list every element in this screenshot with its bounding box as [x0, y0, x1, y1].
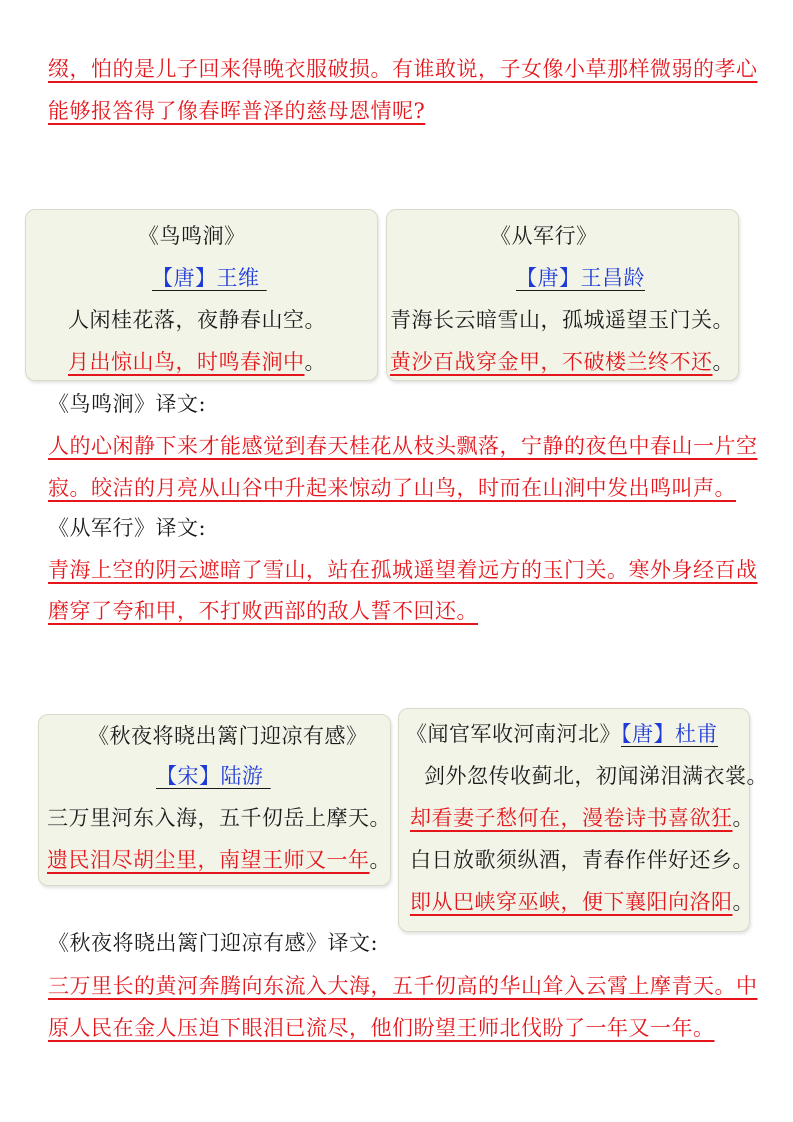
poem1-author-name: 王维	[216, 266, 260, 290]
trans2-label: 《从军行》译文:	[48, 516, 207, 540]
poem1-title: 《鸟鸣涧》	[138, 224, 246, 248]
poem4-dynasty: 【唐】	[621, 722, 675, 746]
poem3-title: 《秋夜将晓出篱门迎凉有感》	[88, 724, 368, 748]
poem3-line-1: 三万里河东入海，五千仞岳上摩天。	[47, 806, 391, 830]
poem2-dynasty: 【唐】	[516, 266, 581, 290]
trans3-line-1: 三万里长的黄河奔腾向东流入大海，五千仞高的华山耸入云霄上摩青天。中	[48, 974, 758, 998]
poem1-author	[152, 268, 267, 289]
poem2-author-name: 王昌龄	[580, 266, 645, 290]
trans1-label: 《鸟鸣涧》译文:	[48, 392, 207, 416]
poem4-line-4-punct: 。	[732, 890, 754, 914]
poem3-line-2-text: 遗民泪尽胡尘里，南望王师又一年	[47, 848, 370, 872]
trans3-line-2: 原人民在金人压迫下眼泪已流尽，他们盼望王师北伐盼了一年又一年。	[48, 1016, 715, 1040]
poem3-author	[156, 766, 271, 787]
poem4-line-4	[410, 892, 754, 913]
poem4-line-2-punct: 。	[732, 806, 754, 830]
poem1-line-2-punct: 。	[304, 350, 326, 374]
poem1-line-2-text: 月出惊山鸟，时鸣春涧中	[68, 350, 305, 374]
top-translation-line-2: 能够报答得了像春晖普泽的慈母恩情呢?	[48, 99, 426, 123]
poem2-line-1: 青海长云暗雪山，孤城遥望玉门关。	[390, 308, 734, 332]
poem1-line-2	[68, 352, 326, 373]
poem4-line-4-text: 即从巴峡穿巫峡，便下襄阳向洛阳	[410, 890, 733, 914]
poem4-title-line	[406, 724, 718, 745]
poem1-dynasty: 【唐】	[152, 266, 217, 290]
trans2-line-2: 磨穿了夸和甲，不打败西部的敌人誓不回还。	[48, 599, 478, 623]
poem4-line-2-text: 却看妻子愁何在，漫卷诗书喜欲狂	[410, 806, 733, 830]
poem4-line-1: 剑外忽传收蓟北，初闻涕泪满衣裳。	[424, 764, 768, 788]
poem1-line-1: 人闲桂花落，夜静春山空。	[68, 308, 326, 332]
poem2-line-2	[390, 352, 734, 373]
poem4-line-3: 白日放歌须纵酒，青春作伴好还乡。	[410, 848, 754, 872]
poem3-line-2	[47, 850, 391, 871]
poem2-line-2-text: 黄沙百战穿金甲，不破楼兰终不还	[390, 350, 713, 374]
poem3-line-2-punct: 。	[369, 848, 391, 872]
poem3-dynasty: 【宋】	[156, 764, 221, 788]
poem2-title: 《从军行》	[490, 224, 598, 248]
poem2-line-2-punct: 。	[712, 350, 734, 374]
trans1-line-2: 寂。皎洁的月亮从山谷中升起来惊动了山鸟，时而在山涧中发出鸣叫声。	[48, 476, 736, 500]
poem4-author	[621, 722, 718, 746]
trans1-line-1: 人的心闲静下来才能感觉到春天桂花从枝头飘落，宁静的夜色中春山一片空	[48, 434, 758, 458]
trans2-line-1: 青海上空的阴云遮暗了雪山，站在孤城遥望着远方的玉门关。寒外身经百战	[48, 558, 758, 582]
poem4-author-name: 杜甫	[675, 722, 718, 746]
poem4-title: 《闻官军收河南河北》	[406, 722, 621, 746]
top-translation-line-1: 缀，怕的是儿子回来得晚衣服破损。有谁敢说，子女像小草那样微弱的孝心	[48, 57, 758, 81]
poem3-author-name: 陆游	[220, 764, 264, 788]
poem2-author	[516, 268, 645, 289]
trans3-label: 《秋夜将晓出篱门迎凉有感》译文:	[48, 931, 379, 955]
poem4-line-2	[410, 808, 754, 829]
